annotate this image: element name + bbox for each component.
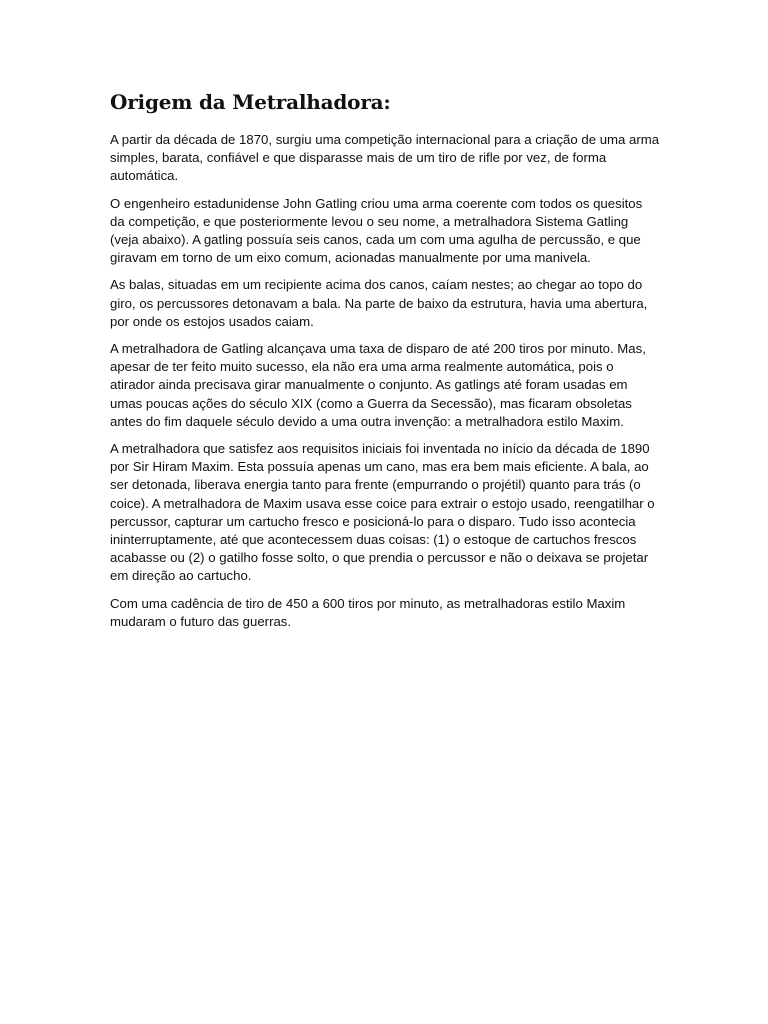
paragraph-intro: A partir da década de 1870, surgiu uma competição internacional para a criação de uma arma simples, barata, confiável e que disparasse mais de um tiro de rifle por vez, de forma automática.: [110, 132, 660, 184]
document-title: Origem da Metralhadora:: [110, 90, 391, 114]
paragraph-bullets: As balas, situadas em um recipiente acima dos canos, caíam nestes; ao chegar ao topo do giro, os percussores detonavam a bala. Na parte de baixo da estrutura, havia uma abertura, por onde os estojos usados caiam.: [110, 277, 648, 329]
paragraph-maxim: A metralhadora que satisfez aos requisitos iniciais foi inventada no início da década de 1890 por Sir Hiram Maxim. Esta possuía apenas um cano, mas era bem mais eficiente. A bala, ao ser detonada, liberava energia tanto para frente (empurrando o projétil) quanto para trás (o coice). A metralhadora de Maxim usava esse coice para extrair o estojo usado, reengatilhar o percussor, capturar um cartucho fresco e posicioná-lo para o disparo. Tudo isso acontecia ininterruptamente, até que acontecessem duas coisas: (1) o estoque de cartuchos frescos acabasse ou (2) o gatilho fosse solto, o que prendia o percussor e não o deixava se projetar em direção ao cartucho.: [110, 441, 655, 584]
document-page: [110, 88, 660, 640]
paragraph-conclusion: Com uma cadência de tiro de 450 a 600 tiros por minuto, as metralhadoras estilo Maxim mudaram o futuro das guerras.: [110, 595, 626, 629]
paragraph-gatling: O engenheiro estadunidense John Gatling criou uma arma coerente com todos os quesitos da competição, e que posteriormente levou o seu nome, a metralhadora Sistema Gatling (veja abaixo). A gatling possuía seis canos, cada um com uma agulha de percussão, e que giravam em torno de um eixo comum, acionadas manualmente por uma manivela.: [110, 195, 643, 266]
paragraph-fire-rate: A metralhadora de Gatling alcançava uma taxa de disparo de até 200 tiros por minuto. Mas, apesar de ter feito muito sucesso, ela não era uma arma realmente automática, pois o atirador ainda precisava girar manualmente o conjunto. As gatlings até foram usadas em umas poucas ações do século XIX (como a Guerra da Secessão), mas ficaram obsoletas antes do fim daquele século devido a uma outra invenção: a metralhadora estilo Maxim.: [110, 341, 646, 429]
